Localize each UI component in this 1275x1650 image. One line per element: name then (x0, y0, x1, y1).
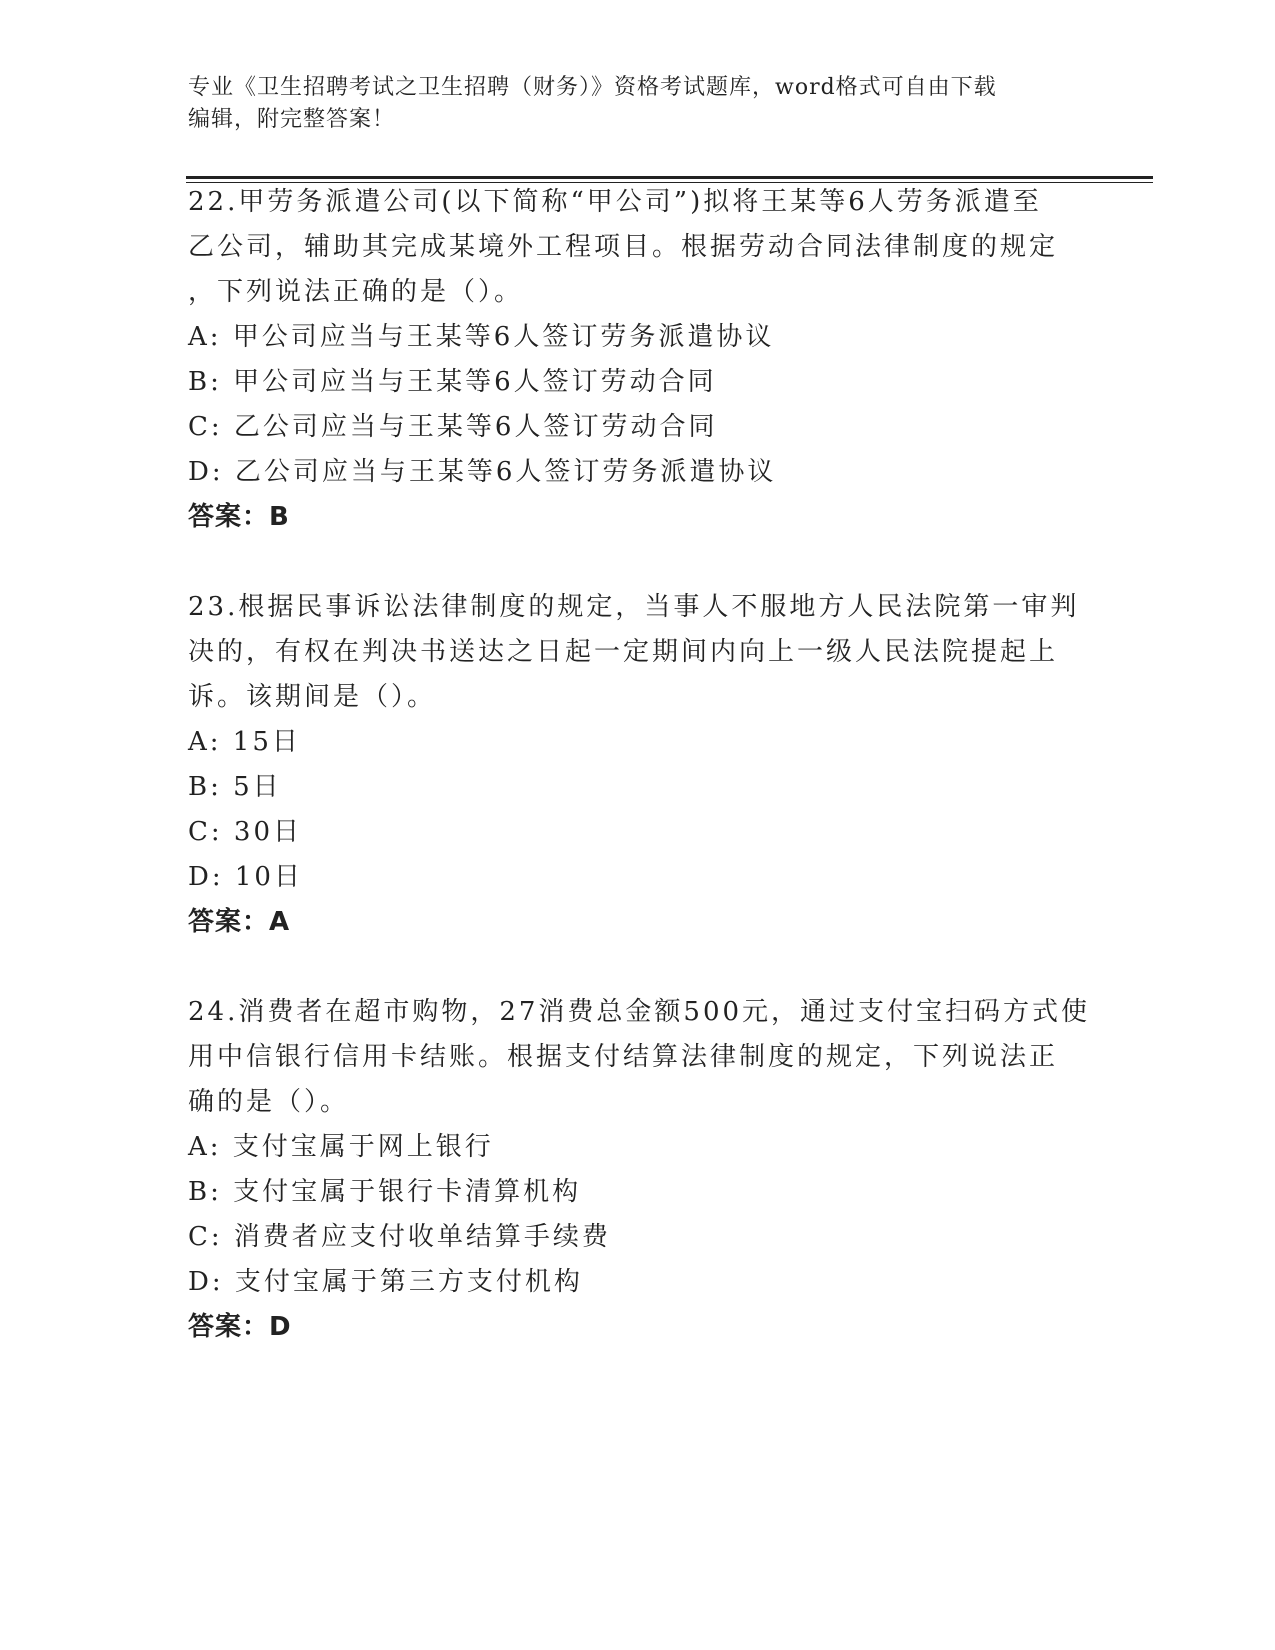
answer-label: 答案：D (188, 1312, 292, 1342)
header-line-1: 专业《卫生招聘考试之卫生招聘（财务）》资格考试题库，word格式可自由下载 (188, 75, 997, 100)
option-c: C: 乙公司应当与王某等6人签订劳动合同 (188, 412, 718, 442)
question-text-line: 22.甲劳务派遣公司(以下简称“甲公司”)拟将王某等6人劳务派遣至 (188, 187, 1042, 217)
option-b: B: 支付宝属于银行卡清算机构 (188, 1177, 582, 1207)
header-line-2: 编辑，附完整答案！ (188, 107, 396, 132)
option-d: D: 支付宝属于第三方支付机构 (188, 1267, 583, 1297)
question-text-line: 23.根据民事诉讼法律制度的规定，当事人不服地方人民法院第一审判 (188, 592, 1080, 622)
option-c: C: 消费者应支付收单结算手续费 (188, 1222, 611, 1252)
option-b: B: 5日 (188, 772, 282, 802)
question-24 (188, 990, 1118, 1350)
question-text-line: ，下列说法正确的是（）。 (188, 277, 524, 307)
option-b: B: 甲公司应当与王某等6人签订劳动合同 (188, 367, 717, 397)
question-text-line: 诉。该期间是（）。 (188, 682, 437, 712)
option-a: A: 甲公司应当与王某等6人签订劳务派遣协议 (188, 322, 775, 352)
question-23 (188, 585, 1118, 945)
option-d: D: 乙公司应当与王某等6人签订劳务派遣协议 (188, 457, 777, 487)
question-text-line: 乙公司，辅助其完成某境外工程项目。根据劳动合同法律制度的规定 (188, 232, 1059, 262)
question-22 (188, 180, 1118, 540)
answer-label: 答案：A (188, 907, 291, 937)
question-text-line: 决的，有权在判决书送达之日起一定期间内向上一级人民法院提起上 (188, 637, 1059, 667)
option-a: A: 支付宝属于网上银行 (188, 1132, 494, 1162)
option-d: D: 10日 (188, 862, 303, 892)
document-header (188, 72, 1088, 136)
question-text-line: 用中信银行信用卡结账。根据支付结算法律制度的规定，下列说法正 (188, 1042, 1059, 1072)
question-text-line: 确的是（）。 (188, 1087, 350, 1117)
option-c: C: 30日 (188, 817, 303, 847)
question-text-line: 24.消费者在超市购物，27消费总金额500元，通过支付宝扫码方式使 (188, 997, 1091, 1027)
header-divider-thick (186, 176, 1153, 179)
option-a: A: 15日 (188, 727, 301, 757)
answer-label: 答案：B (188, 502, 290, 532)
